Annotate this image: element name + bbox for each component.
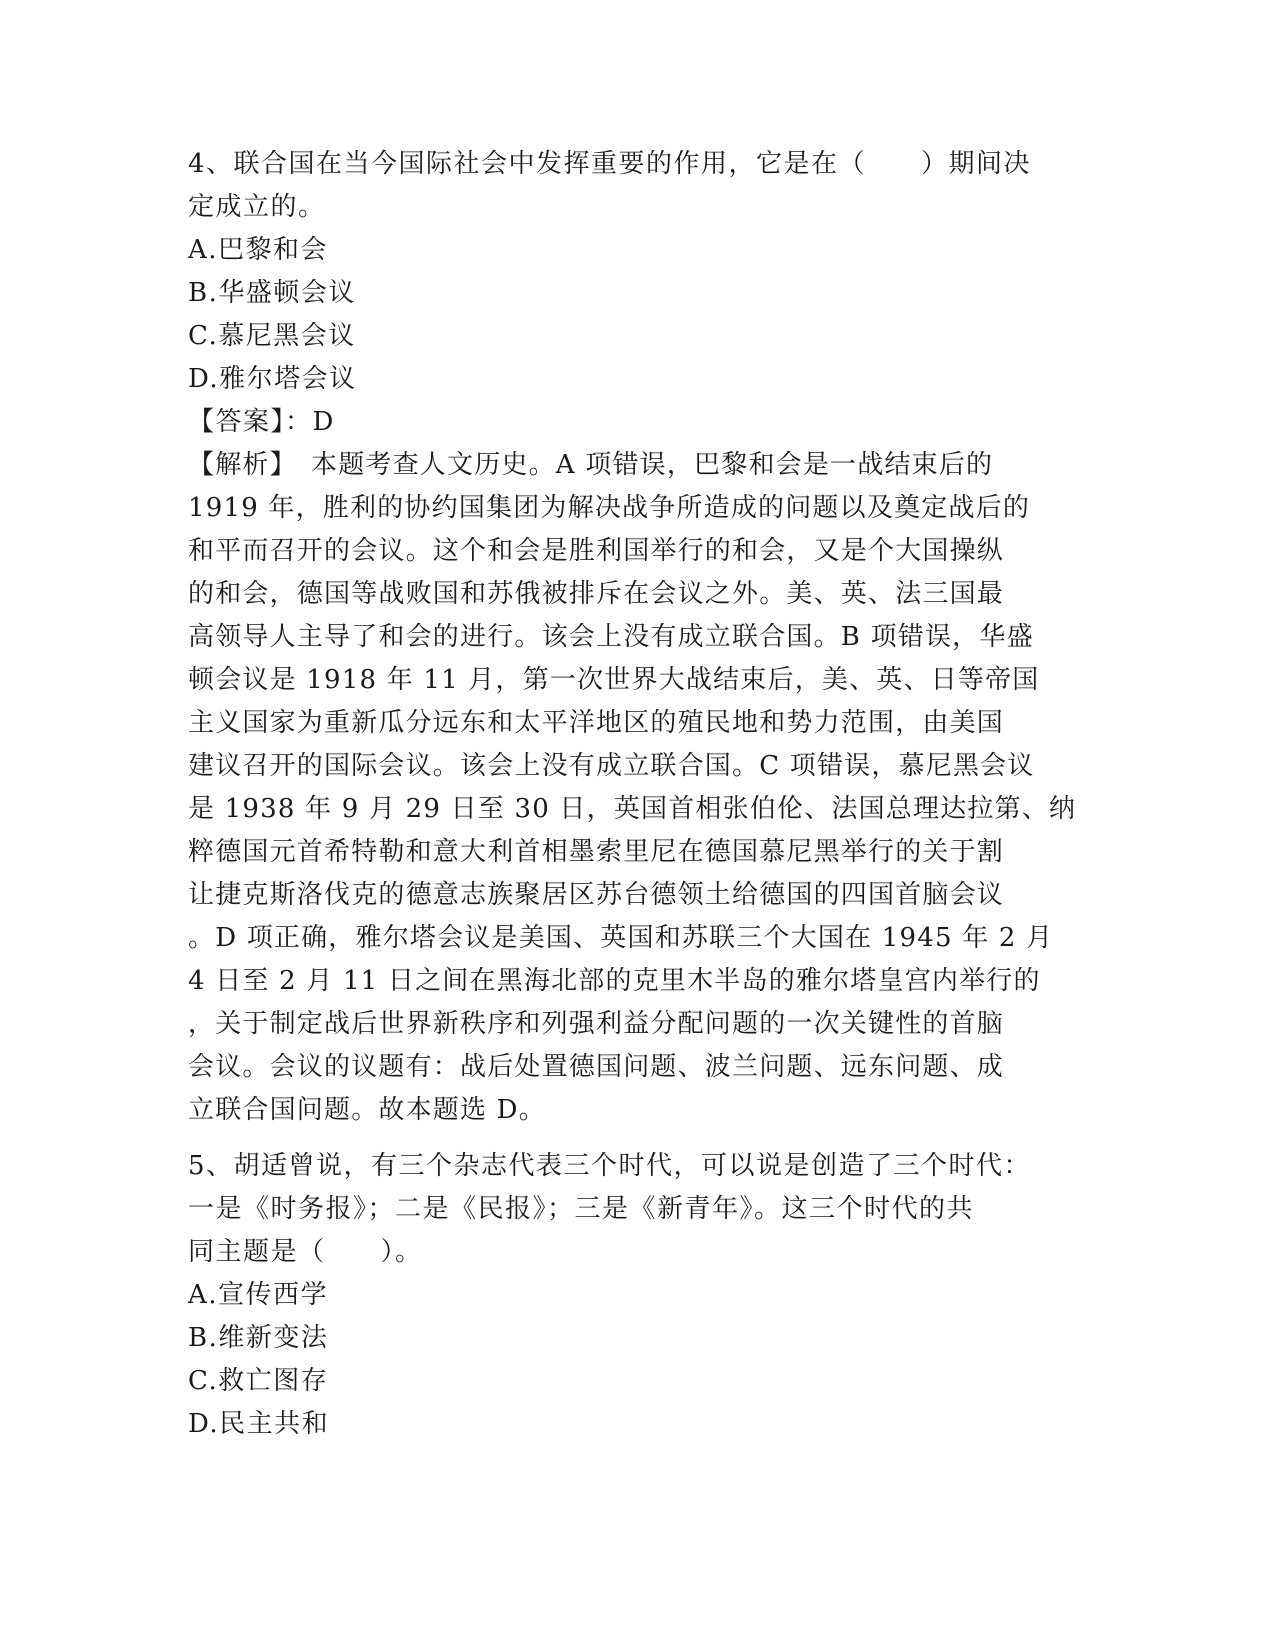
analysis-line: 建议召开的国际会议。该会上没有成立联合国。C 项错误，慕尼黑会议	[188, 751, 1035, 781]
analysis-line: 粹德国元首希特勒和意大利首相墨索里尼在德国慕尼黑举行的关于割	[188, 837, 1005, 867]
question-stem-line: 5、胡适曾说，有三个杂志代表三个时代，可以说是创造了三个时代：	[188, 1151, 1032, 1181]
question-4	[188, 143, 1077, 1132]
analysis-line: 高领导人主导了和会的进行。该会上没有成立联合国。B 项错误，华盛	[188, 622, 1034, 652]
option-d: D.民主共和	[188, 1409, 330, 1439]
option-d: D.雅尔塔会议	[188, 364, 357, 394]
analysis-line: 【解析】 本题考查人文历史。A 项错误，巴黎和会是一战结束后的	[188, 450, 994, 480]
analysis-paragraph	[188, 444, 1077, 1132]
analysis-line: 顿会议是 1918 年 11 月，第一次世界大战结束后，美、英、日等帝国	[188, 665, 1040, 695]
analysis-line: 是 1938 年 9 月 29 日至 30 日，英国首相张伯伦、法国总理达拉第、纳	[188, 794, 1077, 824]
question-5	[188, 1145, 1068, 1446]
option-a: A.宣传西学	[188, 1280, 329, 1310]
option-c: C.慕尼黑会议	[188, 321, 356, 351]
option-a: A.巴黎和会	[188, 235, 329, 265]
analysis-line: 会议。会议的议题有：战后处置德国问题、波兰问题、远东问题、成	[188, 1052, 1005, 1082]
option-b: B.华盛顿会议	[188, 278, 356, 308]
option-b: B.维新变法	[188, 1323, 329, 1353]
option-c: C.救亡图存	[188, 1366, 329, 1396]
analysis-line: 和平而召开的会议。这个和会是胜利国举行的和会，又是个大国操纵	[188, 536, 1005, 566]
answer-line: 【答案】：D	[188, 407, 335, 437]
question-stem-line: 一是《时务报》；二是《民报》；三是《新青年》。这三个时代的共	[188, 1194, 975, 1224]
question-stem-line: 同主题是（ ）。	[188, 1237, 423, 1267]
analysis-line: 。D 项正确，雅尔塔会议是美国、英国和苏联三个大国在 1945 年 2 月	[188, 923, 1054, 953]
question-stem-line: 定成立的。	[188, 192, 326, 222]
document-page	[188, 143, 1077, 1446]
analysis-line: 1919 年，胜利的协约国集团为解决战争所造成的问题以及奠定战后的	[188, 493, 1031, 523]
analysis-line: 主义国家为重新瓜分远东和太平洋地区的殖民地和势力范围，由美国	[188, 708, 1005, 738]
analysis-line: 4 日至 2 月 11 日之间在黑海北部的克里木半岛的雅尔塔皇宫内举行的	[188, 966, 1041, 996]
analysis-line: 立联合国问题。故本题选 D。	[188, 1095, 546, 1125]
analysis-line: ，关于制定战后世界新秩序和列强利益分配问题的一次关键性的首脑	[188, 1009, 1005, 1039]
analysis-line: 让捷克斯洛伐克的德意志族聚居区苏台德领土给德国的四国首脑会议	[188, 880, 1005, 910]
question-stem-line: 4、联合国在当今国际社会中发挥重要的作用，它是在（ ）期间决	[188, 149, 1032, 179]
analysis-line: 的和会，德国等战败国和苏俄被排斥在会议之外。美、英、法三国最	[188, 579, 1005, 609]
